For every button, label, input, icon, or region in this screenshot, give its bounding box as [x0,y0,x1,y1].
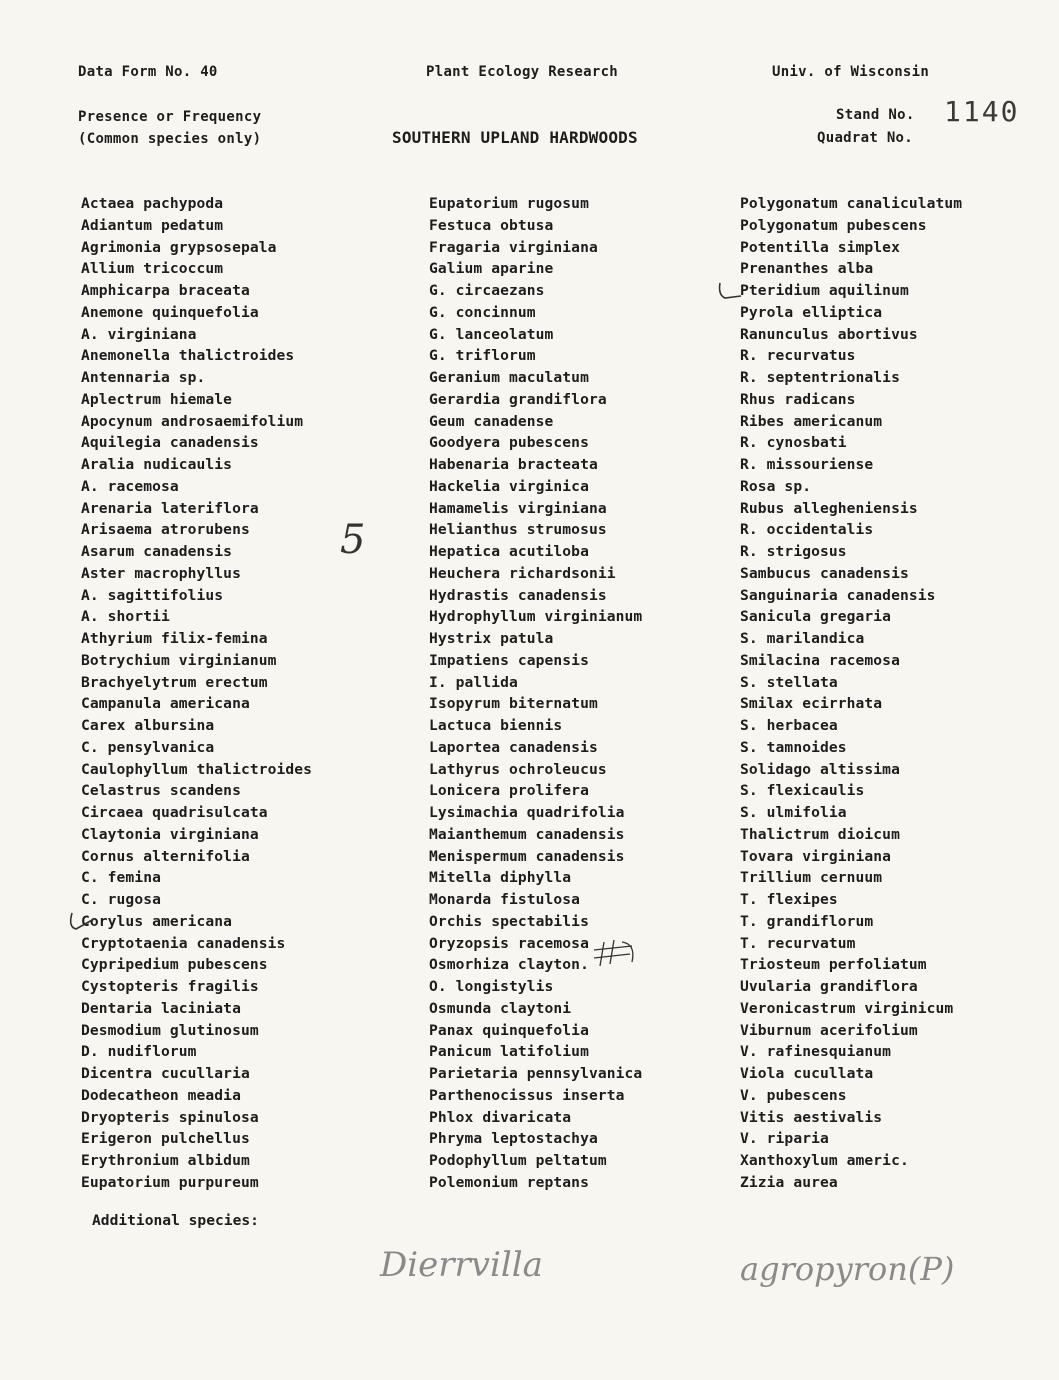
species-entry: Actaea pachypoda [81,195,224,212]
species-entry: R. cynosbati [740,434,847,452]
species-entry: Desmodium glutinosum [81,1021,259,1039]
species-entry: Hamamelis virginiana [429,499,607,517]
species-entry: Helianthus strumosus [429,521,607,539]
species-entry: Anemone quinquefolia [81,303,259,321]
species-entry: R. missouriense [740,456,874,473]
species-entry: Aster macrophyllus [81,564,241,582]
species-entry: Dodecatheon meadia [81,1086,241,1104]
species-entry: Hydrastis canadensis [429,586,607,604]
species-entry: S. flexicaulis [740,782,865,800]
species-entry: Apocynum androsaemifolium [81,412,304,430]
handwritten-five: 5 [340,517,366,563]
species-entry: G. circaezans [429,282,545,299]
species-entry: Circaea quadrisulcata [81,804,268,821]
species-entry: Galium aparine [429,260,554,278]
species-entry: S. marilandica [740,630,865,647]
species-entry: Thalictrum dioicum [740,825,900,843]
species-entry: Hystrix patula [429,630,554,647]
species-entry: Monarda fistulosa [429,891,581,908]
species-entry: Smilax ecirrhata [740,695,883,713]
species-entry: R. septentrionalis [740,369,900,386]
species-entry: Phlox divaricata [429,1108,572,1126]
species-entry: Brachyelytrum erectum [81,673,268,691]
species-entry: Gerardia grandiflora [429,390,607,408]
species-entry: Cryptotaenia canadensis [81,934,286,952]
species-entry: Mitella diphylla [429,869,572,887]
check-mark-icon [717,279,743,301]
species-entry: Viburnum acerifolium [740,1021,918,1039]
project-name: Plant Ecology Research [426,64,619,80]
species-entry: Caulophyllum thalictroides [81,760,313,778]
species-entry: Polygonatum pubescens [740,216,927,234]
species-entry: Osmunda claytoni [429,999,572,1017]
species-entry: D. nudiflorum [81,1043,197,1061]
species-entry: Goodyera pubescens [429,434,589,452]
species-entry: Rhus radicans [740,390,856,408]
species-entry: Aralia nudicaulis [81,456,233,473]
species-entry: Veronicastrum virginicum [740,999,954,1017]
common-species-note: (Common species only) [78,131,262,147]
form-title: SOUTHERN UPLAND HARDWOODS [392,128,638,147]
species-entry: Laportea canadensis [429,738,598,756]
species-entry: Cypripedium pubescens [81,956,268,974]
hash-mark-icon [592,936,642,970]
species-entry: Lactuca biennis [429,717,563,734]
species-entry: Festuca obtusa [429,216,554,234]
species-entry: Arenaria lateriflora [81,499,259,517]
species-entry: Cornus alternifolia [81,847,250,865]
species-entry: Ribes americanum [740,412,883,430]
species-entry: Viola cucullata [740,1065,874,1082]
species-entry: V. rafinesquianum [740,1043,892,1061]
species-entry: Parietaria pennsylvanica [429,1065,643,1082]
species-entry: A. sagittifolius [81,586,224,604]
species-entry: S. herbacea [740,717,838,734]
species-entry: Sanguinaria canadensis [740,586,936,604]
species-entry: Corylus americana [81,912,233,930]
species-entry: C. rugosa [81,891,161,908]
species-entry: Aquilegia canadensis [81,434,259,452]
species-entry: Rubus allegheniensis [740,499,918,517]
species-column-3 [740,193,1059,1194]
species-entry: Erigeron pulchellus [81,1130,250,1148]
species-entry: R. strigosus [740,543,847,560]
species-entry: G. concinnum [429,303,536,321]
species-entry: Dicentra cucullaria [81,1065,250,1082]
species-entry: Geranium maculatum [429,369,589,386]
species-entry: A. virginiana [81,325,197,343]
species-entry: Orchis spectabilis [429,912,589,930]
species-entry: Oryzopsis racemosa [429,934,589,952]
species-entry: Ranunculus abortivus [740,325,918,343]
species-entry: T. flexipes [740,891,838,908]
species-entry: Osmorhiza clayton. [429,956,589,974]
species-entry: Pyrola elliptica [740,303,883,321]
species-entry: G. triflorum [429,347,536,365]
species-entry: Allium tricoccum [81,260,224,278]
species-entry: Hydrophyllum virginianum [429,608,643,626]
species-entry: Anemonella thalictroides [81,347,295,365]
species-entry: Botrychium virginianum [81,651,277,669]
species-entry: Solidago altissima [740,760,900,778]
stand-number-value: 1140 [944,95,1020,128]
species-entry: Arisaema atrorubens [81,521,250,539]
species-entry: Hackelia virginica [429,477,589,495]
species-entry: Menispermum canadensis [429,847,625,865]
species-entry: S. tamnoides [740,738,847,756]
species-entry: Parthenocissus inserta [429,1086,625,1104]
species-entry: A. racemosa [81,477,179,495]
species-entry: Campanula americana [81,695,250,713]
species-entry: Lysimachia quadrifolia [429,804,625,821]
species-entry: A. shortii [81,608,170,626]
species-entry: R. recurvatus [740,347,856,365]
species-entry: Panicum latifolium [429,1043,589,1061]
species-entry: Prenanthes alba [740,260,874,278]
species-entry: Antennaria sp. [81,369,206,386]
species-entry: Isopyrum biternatum [429,695,598,713]
species-entry: Impatiens capensis [429,651,589,669]
species-entry: Aplectrum hiemale [81,390,233,408]
species-entry: I. pallida [429,673,518,691]
species-entry: Tovara virginiana [740,847,892,865]
species-entry: Triosteum perfoliatum [740,956,927,974]
species-entry: Carex albursina [81,717,215,734]
species-entry: Amphicarpa braceata [81,282,250,299]
species-entry: Pteridium aquilinum [740,282,909,299]
species-column-2 [429,193,759,1194]
species-entry: G. lanceolatum [429,325,554,343]
species-entry: Sambucus canadensis [740,564,909,582]
species-entry: Panax quinquefolia [429,1021,589,1039]
species-entry: Asarum canadensis [81,543,233,560]
presence-label: Presence or Frequency [78,109,262,125]
species-entry: Dentaria laciniata [81,999,241,1017]
species-entry: Podophyllum peltatum [429,1152,607,1169]
species-entry: Polygonatum canaliculatum [740,195,963,212]
species-entry: Claytonia virginiana [81,825,259,843]
species-entry: Adiantum pedatum [81,216,224,234]
species-entry: Lathyrus ochroleucus [429,760,607,778]
species-entry: Celastrus scandens [81,782,241,800]
species-entry: T. grandiflorum [740,912,874,930]
species-entry: Eupatorium purpureum [81,1173,259,1191]
species-entry: Trillium cernuum [740,869,883,887]
species-entry: Lonicera prolifera [429,782,589,800]
species-entry: Heuchera richardsonii [429,564,616,582]
quadrat-number-label: Quadrat No. [817,130,914,146]
species-entry: Athyrium filix-femina [81,630,268,647]
species-column-1 [81,193,411,1194]
check-mark-icon [66,909,96,933]
species-entry: Hepatica acutiloba [429,543,589,560]
species-entry: Xanthoxylum americ. [740,1152,909,1169]
species-entry: Polemonium reptans [429,1173,589,1191]
species-entry: Rosa sp. [740,477,812,495]
species-entry: Fragaria virginiana [429,238,598,256]
species-entry: Phryma leptostachya [429,1130,598,1148]
species-entry: C. pensylvanica [81,738,215,756]
species-entry: T. recurvatum [740,934,856,952]
species-entry: S. stellata [740,673,838,691]
species-entry: S. ulmifolia [740,804,847,821]
species-entry: O. longistylis [429,978,554,995]
handwritten-species-2: agropyron(P) [740,1250,955,1288]
species-entry: Potentilla simplex [740,238,900,256]
species-entry: R. occidentalis [740,521,874,539]
form-number: Data Form No. 40 [78,64,218,80]
handwritten-species-1: Dierrvilla [380,1245,543,1285]
species-entry: Habenaria bracteata [429,456,598,473]
species-entry: Geum canadense [429,412,554,430]
species-entry: Cystopteris fragilis [81,978,259,995]
species-entry: Smilacina racemosa [740,651,900,669]
species-entry: Eupatorium rugosum [429,195,589,212]
additional-species-label: Additional species: [92,1212,259,1229]
species-entry: Vitis aestivalis [740,1108,883,1126]
species-entry: Maianthemum canadensis [429,825,625,843]
species-entry: V. riparia [740,1130,829,1148]
species-entry: Sanicula gregaria [740,608,892,626]
species-entry: C. femina [81,869,161,887]
species-entry: Zizia aurea [740,1173,838,1191]
species-entry: V. pubescens [740,1086,847,1104]
stand-number-label: Stand No. [836,107,915,123]
species-entry: Uvularia grandiflora [740,978,918,995]
species-entry: Dryopteris spinulosa [81,1108,259,1126]
species-entry: Agrimonia grypsosepala [81,238,277,256]
institution-name: Univ. of Wisconsin [772,64,930,80]
species-entry: Erythronium albidum [81,1152,250,1169]
